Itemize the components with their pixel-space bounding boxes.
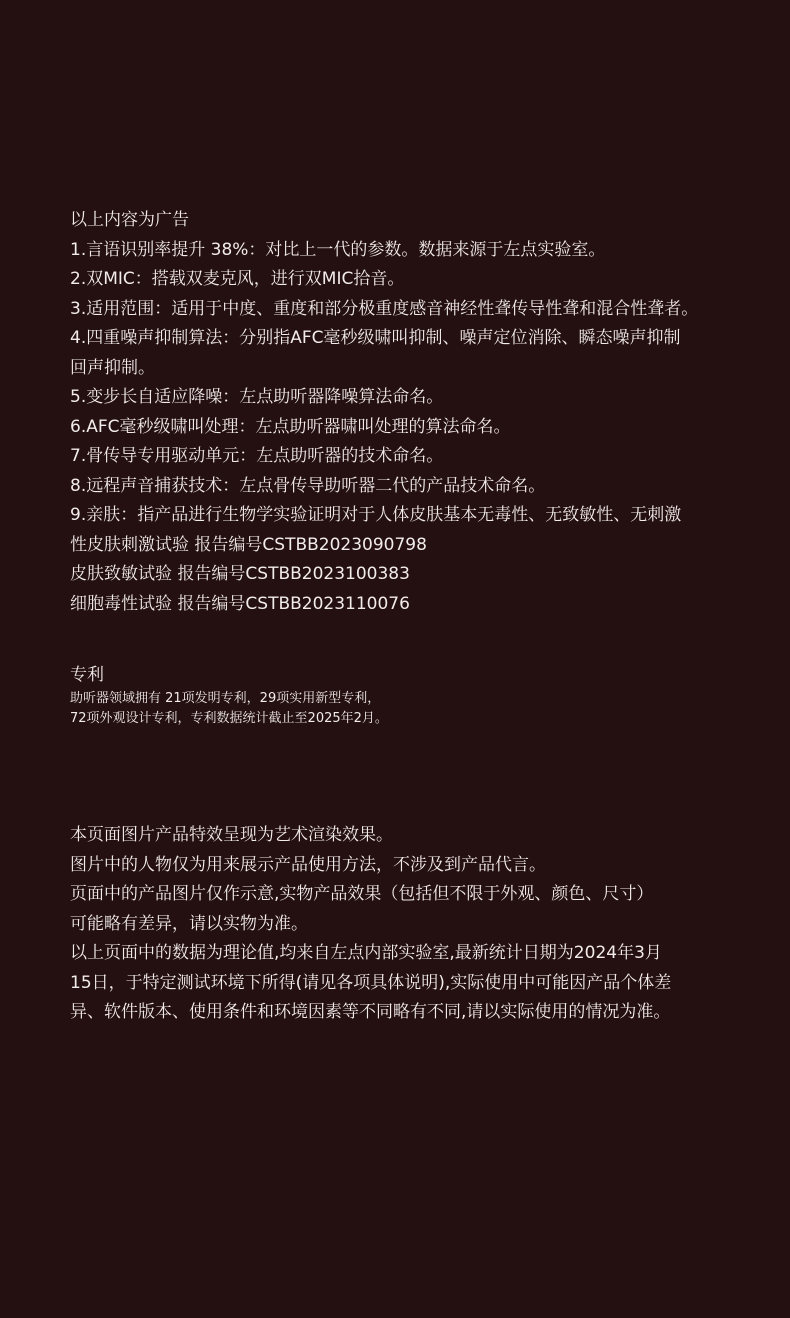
ad-disclosure-section (0, 206, 790, 619)
ad-header: 以上内容为广告 (70, 210, 189, 230)
ad-line: 1.言语识别率提升 38%：对比上一代的参数。数据来源于左点实验室。 (70, 239, 606, 260)
disclaimer-line: 以上页面中的数据为理论值,均来自左点内部实验室,最新统计日期为2024年3月 (70, 943, 662, 963)
disclaimer-line: 异、软件版本、使用条件和环境因素等不同略有不同,请以实际使用的情况为准。 (70, 1002, 671, 1022)
patent-line: 72项外观设计专利，专利数据统计截止至2025年2月。 (70, 711, 388, 726)
patent-section (0, 661, 790, 729)
patent-title: 专利 (70, 665, 104, 685)
disclaimer-line: 15日，于特定测试环境下所得(请见各项具体说明),实际使用中可能因产品个体差 (70, 972, 672, 993)
ad-line: 回声抑制。 (70, 357, 155, 378)
ad-line: 皮肤致敏试验 报告编号CSTBB2023100383 (70, 564, 410, 584)
ad-line: 细胞毒性试验 报告编号CSTBB2023110076 (70, 593, 410, 614)
ad-line: 7.骨传导专用驱动单元：左点助听器的技术命名。 (70, 446, 444, 466)
disclaimer-section (0, 821, 790, 1028)
ad-line: 2.双MIC：搭载双麦克风，进行双MIC拾音。 (70, 269, 405, 289)
ad-line: 6.AFC毫秒级啸叫处理：左点助听器啸叫处理的算法命名。 (70, 416, 511, 437)
disclaimer-line: 可能略有差异，请以实物为准。 (70, 913, 308, 934)
patent-line: 助听器领域拥有 21项发明专利，29项实用新型专利， (70, 691, 381, 706)
disclaimer-line: 本页面图片产品特效呈现为艺术渲染效果。 (70, 825, 393, 845)
ad-line: 9.亲肤：指产品进行生物学实验证明对于人体皮肤基本无毒性、无致敏性、无刺激 (70, 505, 682, 525)
ad-line: 3.适用范围：适用于中度、重度和部分极重度感音神经性聋传导性聋和混合性聋者。 (70, 298, 699, 319)
disclaimer-line: 图片中的人物仅为用来展示产品使用方法，不涉及到产品代言。 (70, 854, 546, 875)
ad-line: 8.远程声音捕获技术：左点骨传导助听器二代的产品技术命名。 (70, 475, 546, 496)
ad-line: 5.变步长自适应降噪：左点助听器降噪算法命名。 (70, 387, 444, 407)
disclaimer-line: 页面中的产品图片仅作示意,实物产品效果（包括但不限于外观、颜色、尺寸） (70, 884, 654, 904)
ad-line: 性皮肤刺激试验 报告编号CSTBB2023090798 (70, 534, 427, 555)
ad-line: 4.四重噪声抑制算法：分别指AFC毫秒级啸叫抑制、噪声定位消除、瞬态噪声抑制 (70, 328, 681, 348)
